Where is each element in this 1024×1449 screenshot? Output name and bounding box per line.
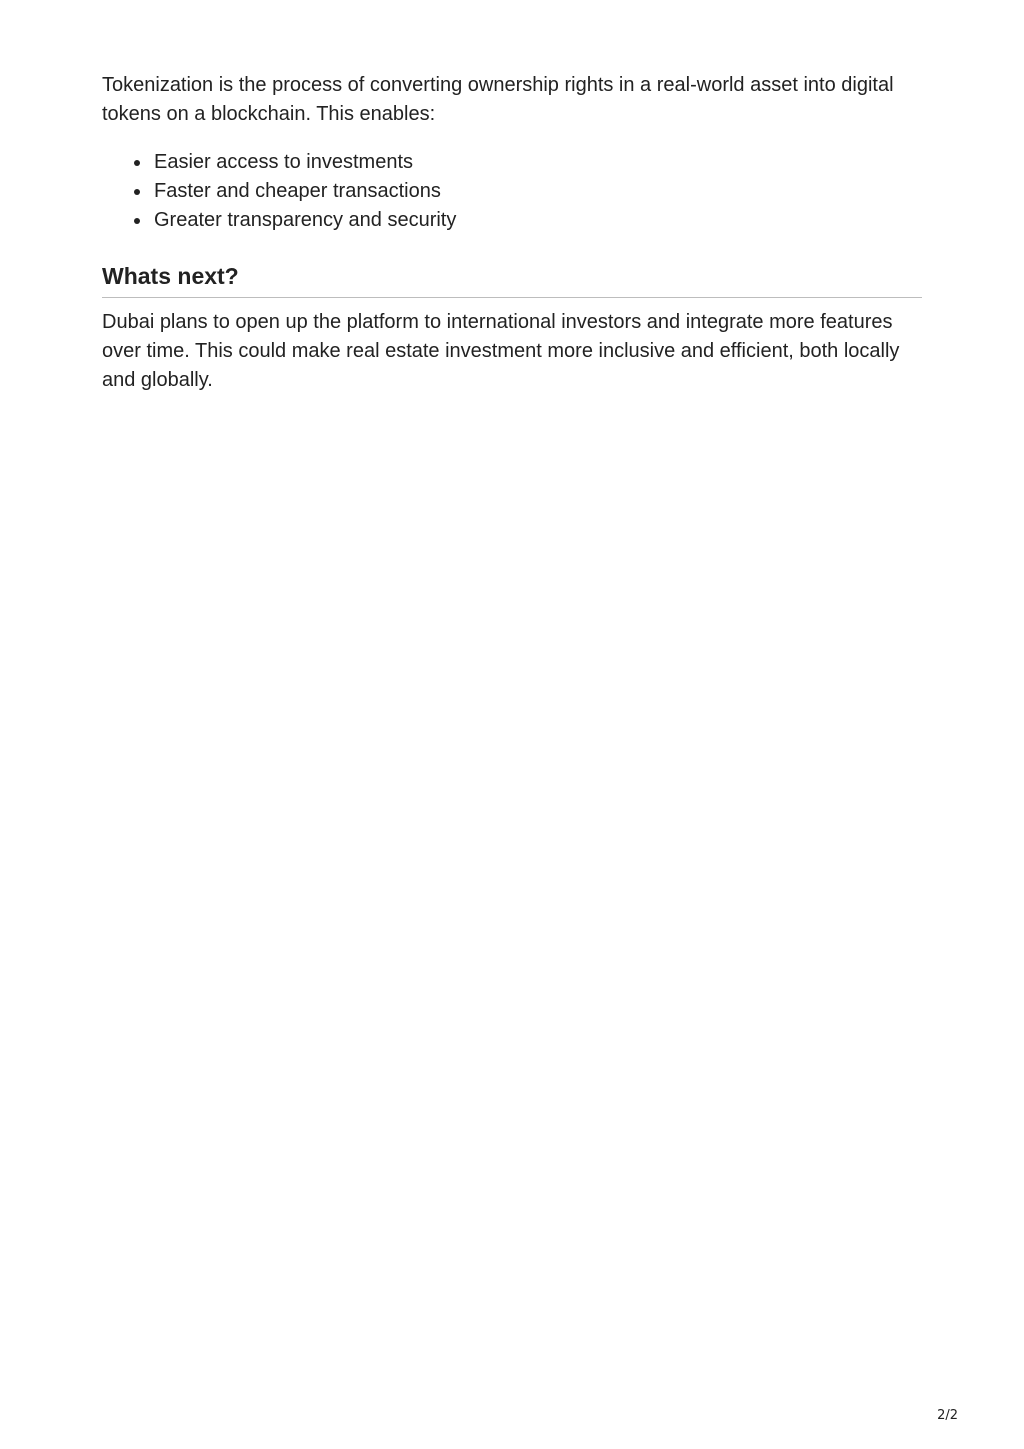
list-item: Faster and cheaper transactions <box>154 177 922 206</box>
benefits-list <box>102 148 922 235</box>
list-item: Greater transparency and security <box>154 206 922 235</box>
section-heading: Whats next? <box>102 261 922 298</box>
page-number: 2/2 <box>937 1408 958 1423</box>
document-body <box>102 71 922 395</box>
intro-paragraph: Tokenization is the process of converting ownership rights in a real-world asset into digital tokens on a blockchain. This enables: <box>102 74 894 125</box>
section-paragraph: Dubai plans to open up the platform to international investors and integrate more features over time. This could make real estate investment more inclusive and efficient, both locally and globally. <box>102 311 900 391</box>
list-item: Easier access to investments <box>154 148 922 177</box>
